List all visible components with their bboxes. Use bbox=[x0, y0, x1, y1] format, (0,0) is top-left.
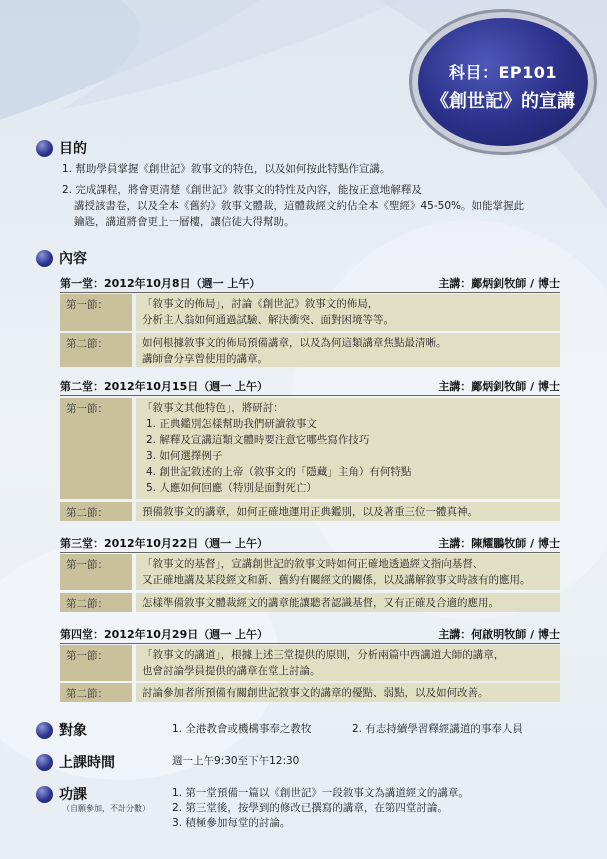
lesson-title: 第三堂：2012年10月22日（週一 上午） bbox=[60, 537, 269, 550]
session-content: 討論參加者所預備有關創世記敘事文的講章的優點、弱點，以及如何改善。 bbox=[136, 683, 560, 702]
content-heading: 內容 bbox=[36, 248, 87, 268]
bullet-icon bbox=[36, 754, 53, 771]
homework-item-2: 2. 第三堂後，按學到的修改已撰寫的講章，在第四堂討論。 bbox=[172, 802, 448, 814]
session-label: 第一節： bbox=[60, 294, 132, 331]
session-content: 怎樣準備敘事文體裁經文的講章能讓聽者認識基督，又有正確及合適的應用。 bbox=[136, 593, 560, 612]
aim-line-2: 2. 完成課程，將會更清楚《創世記》敘事文的特性及內容，能按正意地解釋及 bbox=[62, 184, 422, 196]
session-label: 第一節： bbox=[60, 554, 132, 590]
session-label: 第二節： bbox=[60, 333, 132, 367]
target-item-1: 1. 全港教會或機構事奉之教牧 bbox=[172, 723, 312, 735]
lesson-2-session-1 bbox=[60, 398, 560, 499]
homework-item-1: 1. 第一堂預備一篇以《創世記》一段敘事文為講道經文的講章。 bbox=[172, 787, 469, 799]
homework-item-3: 3. 積極參加每堂的討論。 bbox=[172, 817, 291, 829]
session-content: 預備敘事文的講章，如何正確地運用正典鑑別，以及著重三位一體真神。 bbox=[136, 502, 560, 521]
lesson-1-session-1 bbox=[60, 294, 560, 331]
session-content: 「敘事文其他特色」，將研討： 1. 正典鑑別怎樣幫助我們研讀敘事文 2. 解釋及宣講這類文體時要注意它哪些寫作技巧 3. 如何選擇例子 4. 創世記敘述的上帝（敘事文的「隱藏」主角）有何特點 5. 人應如何回應（特別是面對死亡） bbox=[136, 398, 560, 499]
lesson-speaker: 主講：鄺炳釗牧師 / 博士 bbox=[438, 380, 560, 393]
course-badge bbox=[418, 18, 588, 146]
session-content: 「敘事文的基督」，宣講創世記的敘事文時如何正確地透過經文指向基督、 又正確地講及某段經文和新、舊約有關經文的關係，以及講解敘事文時該有的應用。 bbox=[136, 554, 560, 590]
lesson-speaker: 主講：何啟明牧師 / 博士 bbox=[438, 628, 560, 641]
lesson-1-session-2 bbox=[60, 333, 560, 367]
target-heading: 對象 bbox=[36, 720, 87, 740]
bullet-icon bbox=[36, 140, 53, 157]
target-item-2: 2. 有志持續學習釋經講道的事奉人員 bbox=[352, 723, 523, 735]
divider bbox=[60, 395, 560, 396]
course-title: 《創世記》的宣講 bbox=[431, 91, 575, 112]
lesson-2-header bbox=[60, 378, 560, 395]
lesson-3-header bbox=[60, 535, 560, 552]
bullet-icon bbox=[36, 786, 53, 803]
session-content: 如何根據敘事文的佈局預備講章，以及為何這類講章焦點最清晰。 講師會分享曾使用的講章。 bbox=[136, 333, 560, 367]
bullet-icon bbox=[36, 722, 53, 739]
session-label: 第一節： bbox=[60, 645, 132, 681]
aim-line-1: 1. 幫助學員掌握《創世記》敘事文的特色，以及如何按此特點作宣講。 bbox=[62, 163, 391, 175]
session-label: 第二節： bbox=[60, 593, 132, 612]
class-time: 週一上午9:30至下午12:30 bbox=[172, 755, 300, 767]
lesson-2-session-2 bbox=[60, 502, 560, 521]
lesson-speaker: 主講：陳耀鵬牧師 / 博士 bbox=[438, 537, 560, 550]
aim-heading: 目的 bbox=[36, 138, 87, 158]
lesson-title: 第一堂：2012年10月8日（週一 上午） bbox=[60, 277, 261, 290]
course-code: 科目：EP101 bbox=[448, 63, 558, 82]
divider bbox=[60, 552, 560, 553]
session-label: 第二節： bbox=[60, 502, 132, 521]
lesson-title: 第四堂：2012年10月29日（週一 上午） bbox=[60, 628, 269, 641]
time-heading: 上課時間 bbox=[36, 752, 115, 772]
lesson-4-header bbox=[60, 626, 560, 643]
lesson-1-header bbox=[60, 275, 560, 292]
session-label: 第一節： bbox=[60, 398, 132, 499]
homework-note: （自願參加，不計分數） bbox=[62, 804, 150, 813]
lesson-3-session-1 bbox=[60, 554, 560, 590]
lesson-4-session-2 bbox=[60, 683, 560, 702]
bullet-icon bbox=[36, 250, 53, 267]
lesson-speaker: 主講：鄺炳釗牧師 / 博士 bbox=[438, 277, 560, 290]
session-label: 第二節： bbox=[60, 683, 132, 702]
lesson-3-session-2 bbox=[60, 593, 560, 612]
aim-line-3: 講授該書卷，以及全本《舊約》敘事文體裁，這體裁經文約佔全本《聖經》45-50%。如能掌握此 bbox=[74, 200, 524, 212]
session-content: 「敘事文的佈局」，討論《創世記》敘事文的佈局， 分析主人翁如何通過試驗、解決衝突、面對困境等等。 bbox=[136, 294, 560, 331]
homework-heading: 功課 bbox=[36, 784, 87, 804]
divider bbox=[60, 643, 560, 644]
lesson-4-session-1 bbox=[60, 645, 560, 681]
session-content: 「敘事文的講道」，根據上述三堂提供的原則，分析兩篇中西講道大師的講章， 也會討論學員提供的講章在堂上討論。 bbox=[136, 645, 560, 681]
aim-line-4: 鑰匙，講道將會更上一層樓，讓信徒大得幫助。 bbox=[74, 216, 295, 228]
divider bbox=[60, 292, 560, 293]
lesson-title: 第二堂：2012年10月15日（週一 上午） bbox=[60, 380, 269, 393]
